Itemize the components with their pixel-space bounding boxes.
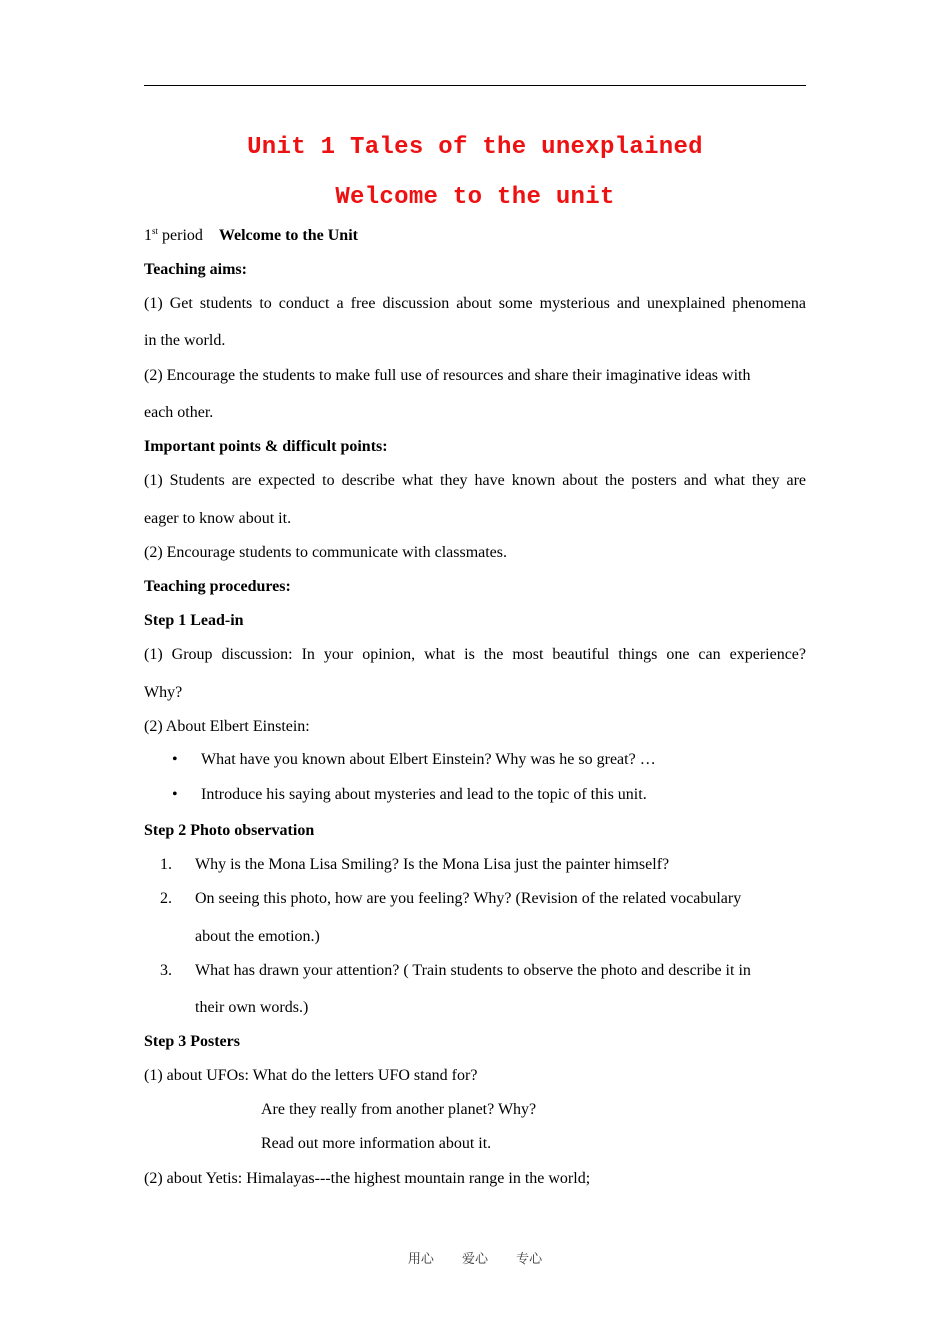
step1-item-1-line-1: (1) Group discussion: In your opinion, what is the most beautiful things one can experience?: [144, 646, 806, 663]
points-item-1-line-1: (1) Students are expected to describe what they have known about the posters and what they are: [144, 472, 806, 489]
step2-item-2-line-2: about the emotion.): [195, 928, 320, 945]
page-footer: [0, 1248, 950, 1267]
list-number: 1.: [160, 856, 172, 873]
step3-item-2: (2) about Yetis: Himalayas---the highest mountain range in the world;: [144, 1170, 591, 1187]
step2-heading: Step 2 Photo observation: [144, 822, 315, 839]
points-item-2: (2) Encourage students to communicate with classmates.: [144, 544, 508, 561]
period-label: period: [158, 227, 203, 244]
aims-item-2-line-1: (2) Encourage the students to make full use of resources and share their imaginative ideas with: [144, 367, 751, 384]
footer-text-3: 专心: [516, 1252, 543, 1267]
unit-subtitle: Welcome to the unit: [335, 184, 615, 211]
period-superscript: st: [152, 226, 159, 236]
header-rule: [144, 85, 806, 86]
points-heading: Important points & difficult points:: [144, 438, 388, 455]
period-number: 1: [144, 227, 152, 244]
step3-item-1-line-3: Read out more information about it.: [261, 1135, 492, 1152]
step2-item-1: Why is the Mona Lisa Smiling? Is the Mona Lisa just the painter himself?: [195, 856, 670, 873]
aims-item-1-line-1: (1) Get students to conduct a free discussion about some mysterious and unexplained phenomena: [144, 295, 806, 312]
step3-heading: Step 3 Posters: [144, 1033, 240, 1050]
list-number: 3.: [160, 962, 172, 979]
bullet-item-1: What have you known about Elbert Einstein? Why was he so great? …: [201, 751, 656, 768]
step1-heading: Step 1 Lead-in: [144, 612, 244, 629]
step1-item-2: (2) About Elbert Einstein:: [144, 718, 310, 735]
procedures-heading: Teaching procedures:: [144, 578, 291, 595]
step3-item-1-line-1: (1) about UFOs: What do the letters UFO stand for?: [144, 1067, 478, 1084]
aims-item-2-line-2: each other.: [144, 404, 214, 421]
step2-item-3-line-1: What has drawn your attention? ( Train students to observe the photo and describe it in: [195, 962, 751, 979]
points-item-1-line-2: eager to know about it.: [144, 510, 292, 527]
bullet-icon: •: [172, 786, 178, 803]
aims-item-1-line-2: in the world.: [144, 332, 226, 349]
step2-item-2-line-1: On seeing this photo, how are you feeling? Why? (Revision of the related vocabulary: [195, 890, 742, 907]
step2-item-3-line-2: their own words.): [195, 999, 309, 1016]
bullet-item-2: Introduce his saying about mysteries and lead to the topic of this unit.: [201, 786, 647, 803]
aims-heading: Teaching aims:: [144, 261, 247, 278]
period-name: Welcome to the Unit: [218, 227, 358, 244]
list-number: 2.: [160, 890, 172, 907]
step1-item-1-line-2: Why?: [144, 684, 183, 701]
step3-item-1-line-2: Are they really from another planet? Why?: [261, 1101, 537, 1118]
period-line: [144, 226, 806, 246]
unit-title: Unit 1 Tales of the unexplained: [247, 134, 703, 161]
footer-text-1: 用心: [407, 1252, 434, 1267]
footer-text-2: 爱心: [461, 1252, 488, 1267]
bullet-icon: •: [172, 751, 178, 768]
